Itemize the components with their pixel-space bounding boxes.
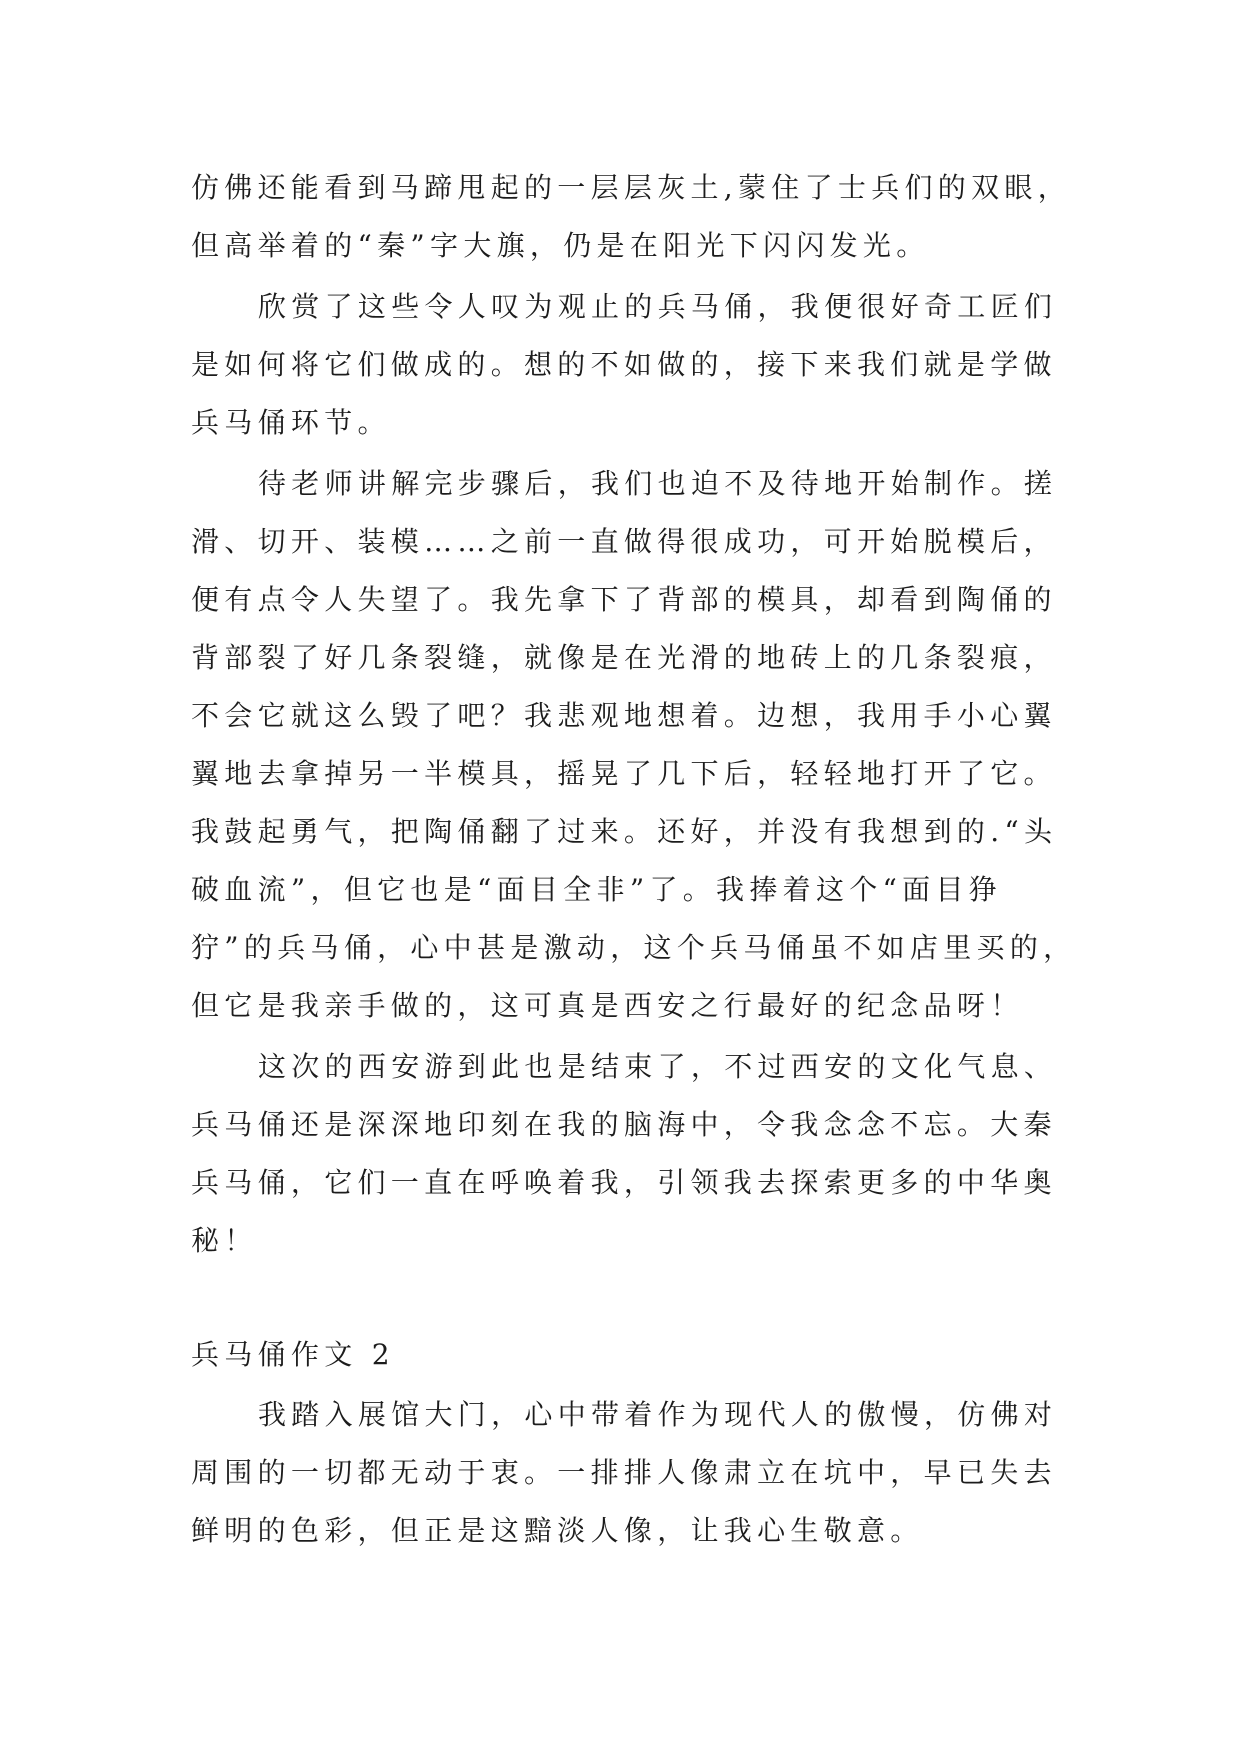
text-line: 周围的一切都无动于衷。一排排人像肃立在坑中，早已失去 — [191, 1456, 1057, 1489]
text-line: 我踏入展馆大门，心中带着作为现代人的傲慢，仿佛对 — [258, 1398, 1058, 1431]
text-line: 秘！ — [191, 1224, 258, 1257]
text-line: 兵马俑还是深深地印刻在我的脑海中，令我念念不忘。大秦 — [191, 1108, 1057, 1141]
text-line: 但它是我亲手做的，这可真是西安之行最好的纪念品呀！ — [191, 989, 1024, 1022]
text-line: 但高举着的“秦”字大旗，仍是在阳光下闪闪发光。 — [191, 229, 930, 262]
text-line: 兵马俑环节。 — [191, 406, 391, 439]
text-line: 兵马俑，它们一直在呼唤着我，引领我去探索更多的中华奥 — [191, 1166, 1057, 1199]
paragraph — [191, 1386, 1151, 1560]
text-line: 翼地去拿掉另一半模具，摇晃了几下后，轻轻地打开了它。 — [191, 757, 1057, 790]
section-heading: 兵马俑作文 2 — [191, 1338, 395, 1371]
text-line: 我鼓起勇气，把陶俑翻了过来。还好，并没有我想到的.“头 — [191, 815, 1058, 848]
text-line: 破血流”，但它也是“面目全非”了。我捧着这个“面目狰 — [191, 873, 1003, 906]
text-line: 是如何将它们做成的。想的不如做的，接下来我们就是学做 — [191, 348, 1057, 381]
text-line: 不会它就这么毁了吧？我悲观地想着。边想，我用手小心翼 — [191, 699, 1057, 732]
paragraph — [191, 159, 1151, 275]
text-line: 待老师讲解完步骤后，我们也迫不及待地开始制作。搓 — [258, 467, 1058, 500]
paragraph — [191, 278, 1151, 452]
text-line: 滑、切开、装模……之前一直做得很成功，可开始脱模后， — [191, 525, 1057, 558]
document-page — [191, 159, 1151, 1560]
text-line: 背部裂了好几条裂缝，就像是在光滑的地砖上的几条裂痕， — [191, 641, 1057, 674]
text-line: 这次的西安游到此也是结束了，不过西安的文化气息、 — [258, 1050, 1058, 1083]
paragraph — [191, 1038, 1151, 1270]
paragraph — [191, 455, 1151, 1035]
text-line: 便有点令人失望了。我先拿下了背部的模具，却看到陶俑的 — [191, 583, 1057, 616]
text-line: 仿佛还能看到马蹄甩起的一层层灰土,蒙住了士兵们的双眼， — [191, 171, 1072, 204]
text-line: 狞”的兵马俑，心中甚是激动，这个兵马俑虽不如店里买的， — [191, 931, 1077, 964]
text-line: 鲜明的色彩，但正是这黯淡人像，让我心生敬意。 — [191, 1514, 924, 1547]
text-line: 欣赏了这些令人叹为观止的兵马俑，我便很好奇工匠们 — [258, 290, 1058, 323]
